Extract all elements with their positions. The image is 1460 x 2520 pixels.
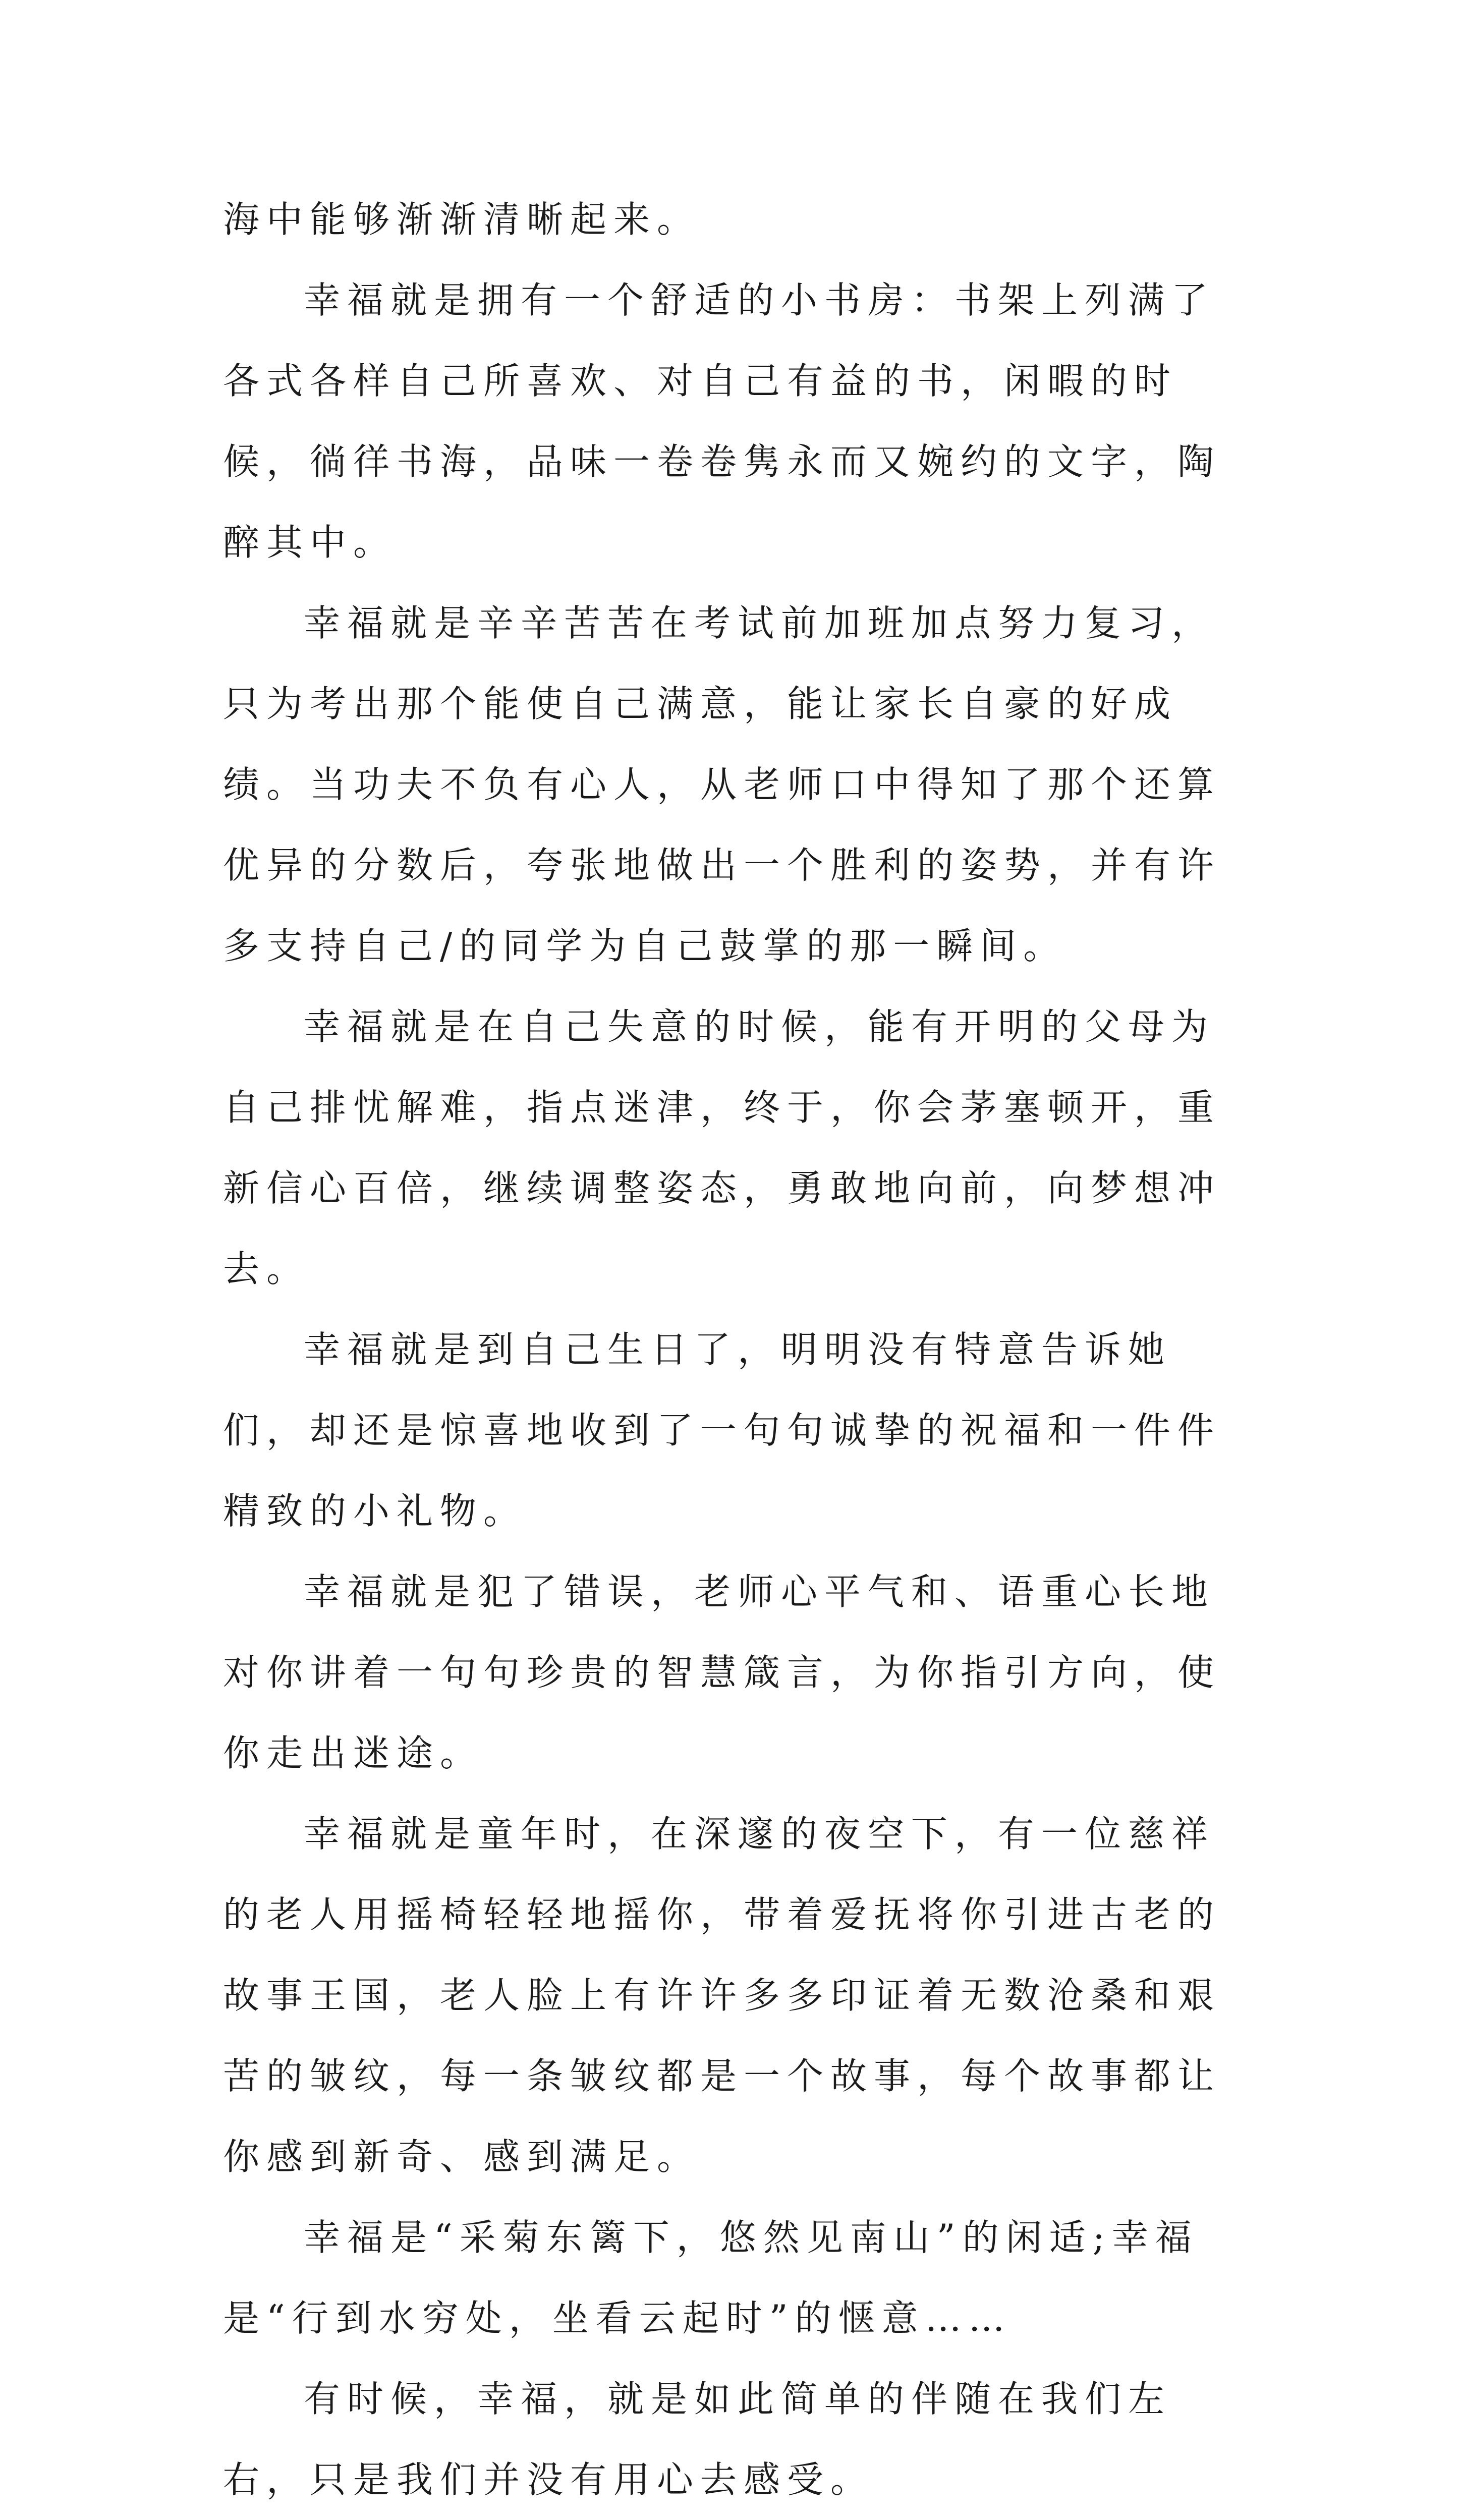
paragraph-6: 幸福就是犯了错误，老师心平气和、语重心长地对你讲着一句句珍贵的智慧箴言，为你指引方向，使你走出迷途。 bbox=[223, 1571, 1221, 1774]
paragraph-4: 幸福就是在自己失意的时候，能有开明的父母为自己排忧解难，指点迷津，终于，你会茅塞顿开，重新信心百倍，继续调整姿态，勇敢地向前，向梦想冲去。 bbox=[223, 1005, 1221, 1290]
paragraph-1: 海中能够渐渐清晰起来。 bbox=[223, 198, 701, 241]
paragraph-7: 幸福就是童年时，在深邃的夜空下，有一位慈祥的老人用摇椅轻轻地摇你，带着爱抚将你引进古老的故事王国，老人脸上有许许多多印证着无数沧桑和艰苦的皱纹，每一条皱纹都是一个故事，每个故事都让你感到新奇、感到满足。 bbox=[223, 1813, 1221, 2178]
document-body bbox=[223, 179, 1247, 2520]
paragraph-9: 有时候，幸福，就是如此简单的伴随在我们左右，只是我们并没有用心去感受。 bbox=[223, 2378, 1172, 2501]
paragraph-2: 幸福就是拥有一个舒适的小书房：书架上列满了各式各样自己所喜欢、对自己有益的书，闲暇的时候，徜徉书海，品味一卷卷隽永而又婉约的文字，陶醉其中。 bbox=[223, 279, 1221, 564]
paragraph-5: 幸福就是到自己生日了，明明没有特意告诉她们，却还是惊喜地收到了一句句诚挚的祝福和一件件精致的小礼物。 bbox=[223, 1328, 1221, 1532]
paragraph-3: 幸福就是辛辛苦苦在考试前加班加点努力复习，只为考出那个能使自己满意，能让家长自豪的好成绩。当功夫不负有心人，从老师口中得知了那个还算优异的分数后，夸张地做出一个胜利的姿势，并有许多支持自己/的同学为自己鼓掌的那一瞬间。 bbox=[223, 602, 1221, 967]
paragraph-8: 幸福是“采菊东篱下，悠然见南山”的闲适;幸福是“行到水穷处，坐看云起时”的惬意…… bbox=[223, 2216, 1199, 2339]
